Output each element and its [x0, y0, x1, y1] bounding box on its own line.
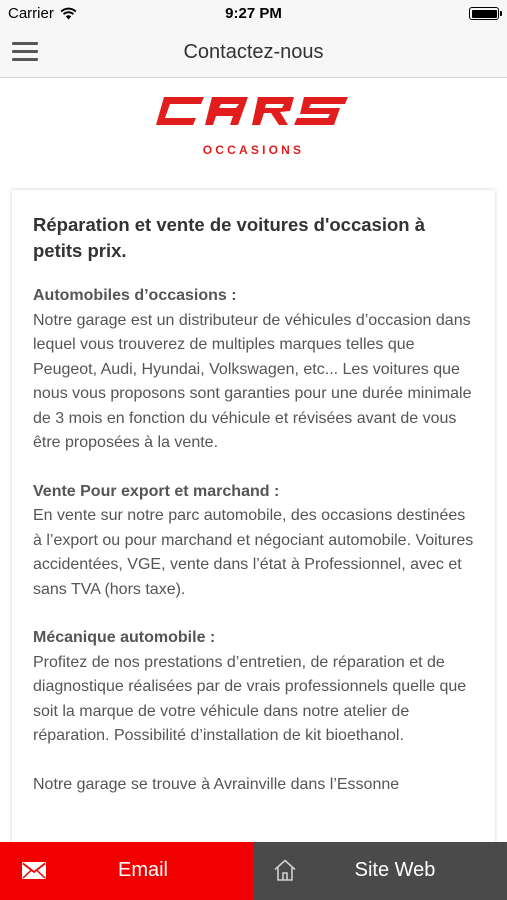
carrier-label: Carrier	[8, 5, 54, 22]
closing-text: Notre garage se trouve à Avrainville dans l’Essonne	[33, 775, 400, 793]
section-heading: Mécanique automobile :	[33, 629, 216, 646]
email-button[interactable]	[0, 842, 254, 900]
section-heading: Automobiles d’occasions :	[33, 287, 237, 304]
section-body: En vente sur notre parc automobile, des occasions destinées à l’export ou pour marchand et négociant automobile. Voitures accidentées, VGE, vente dans l’état à Professionnel, avec et sans TVA (hors taxe).	[33, 507, 474, 598]
content-card	[12, 190, 495, 850]
page-title: Contactez-nous	[183, 41, 324, 63]
section-export	[33, 480, 475, 603]
section-body: Profitez de nos prestations d’entretien, de réparation et de diagnostique réalisées par de vrais professionnels quelle que soit la marque de votre véhicule dans notre atelier de réparation. Possibilité d’installation de kit bioethanol.	[33, 653, 467, 744]
website-button[interactable]	[254, 842, 507, 900]
status-bar	[0, 0, 507, 28]
logo	[0, 79, 507, 189]
section-heading: Vente Pour export et marchand :	[33, 482, 280, 500]
content-title: Réparation et vente de voitures d'occasion à petits prix.	[33, 214, 425, 261]
logo-tagline: OCCASIONS	[202, 143, 305, 157]
cars-logo-mark	[152, 91, 352, 131]
section-mecanique	[33, 626, 475, 749]
website-button-label: Site Web	[354, 859, 436, 881]
section-body: Notre garage est un distributeur de véhicules d’occasion dans lequel vous trouverez de multiples marques telles que Peugeot, Audi, Hyundai, Volkswagen, etc... Les voitures que nous vous proposons sont garanties pour une durée minimale de 3 mois en fonction du véhicule et révisées avant de vous être proposées à la vente.	[33, 311, 472, 451]
email-button-label: Email	[117, 859, 168, 881]
battery-icon	[469, 7, 499, 20]
navigation-bar	[0, 28, 507, 78]
status-time: 9:27 PM	[225, 5, 282, 22]
section-automobiles	[33, 284, 475, 456]
bottom-action-bar	[0, 842, 507, 900]
